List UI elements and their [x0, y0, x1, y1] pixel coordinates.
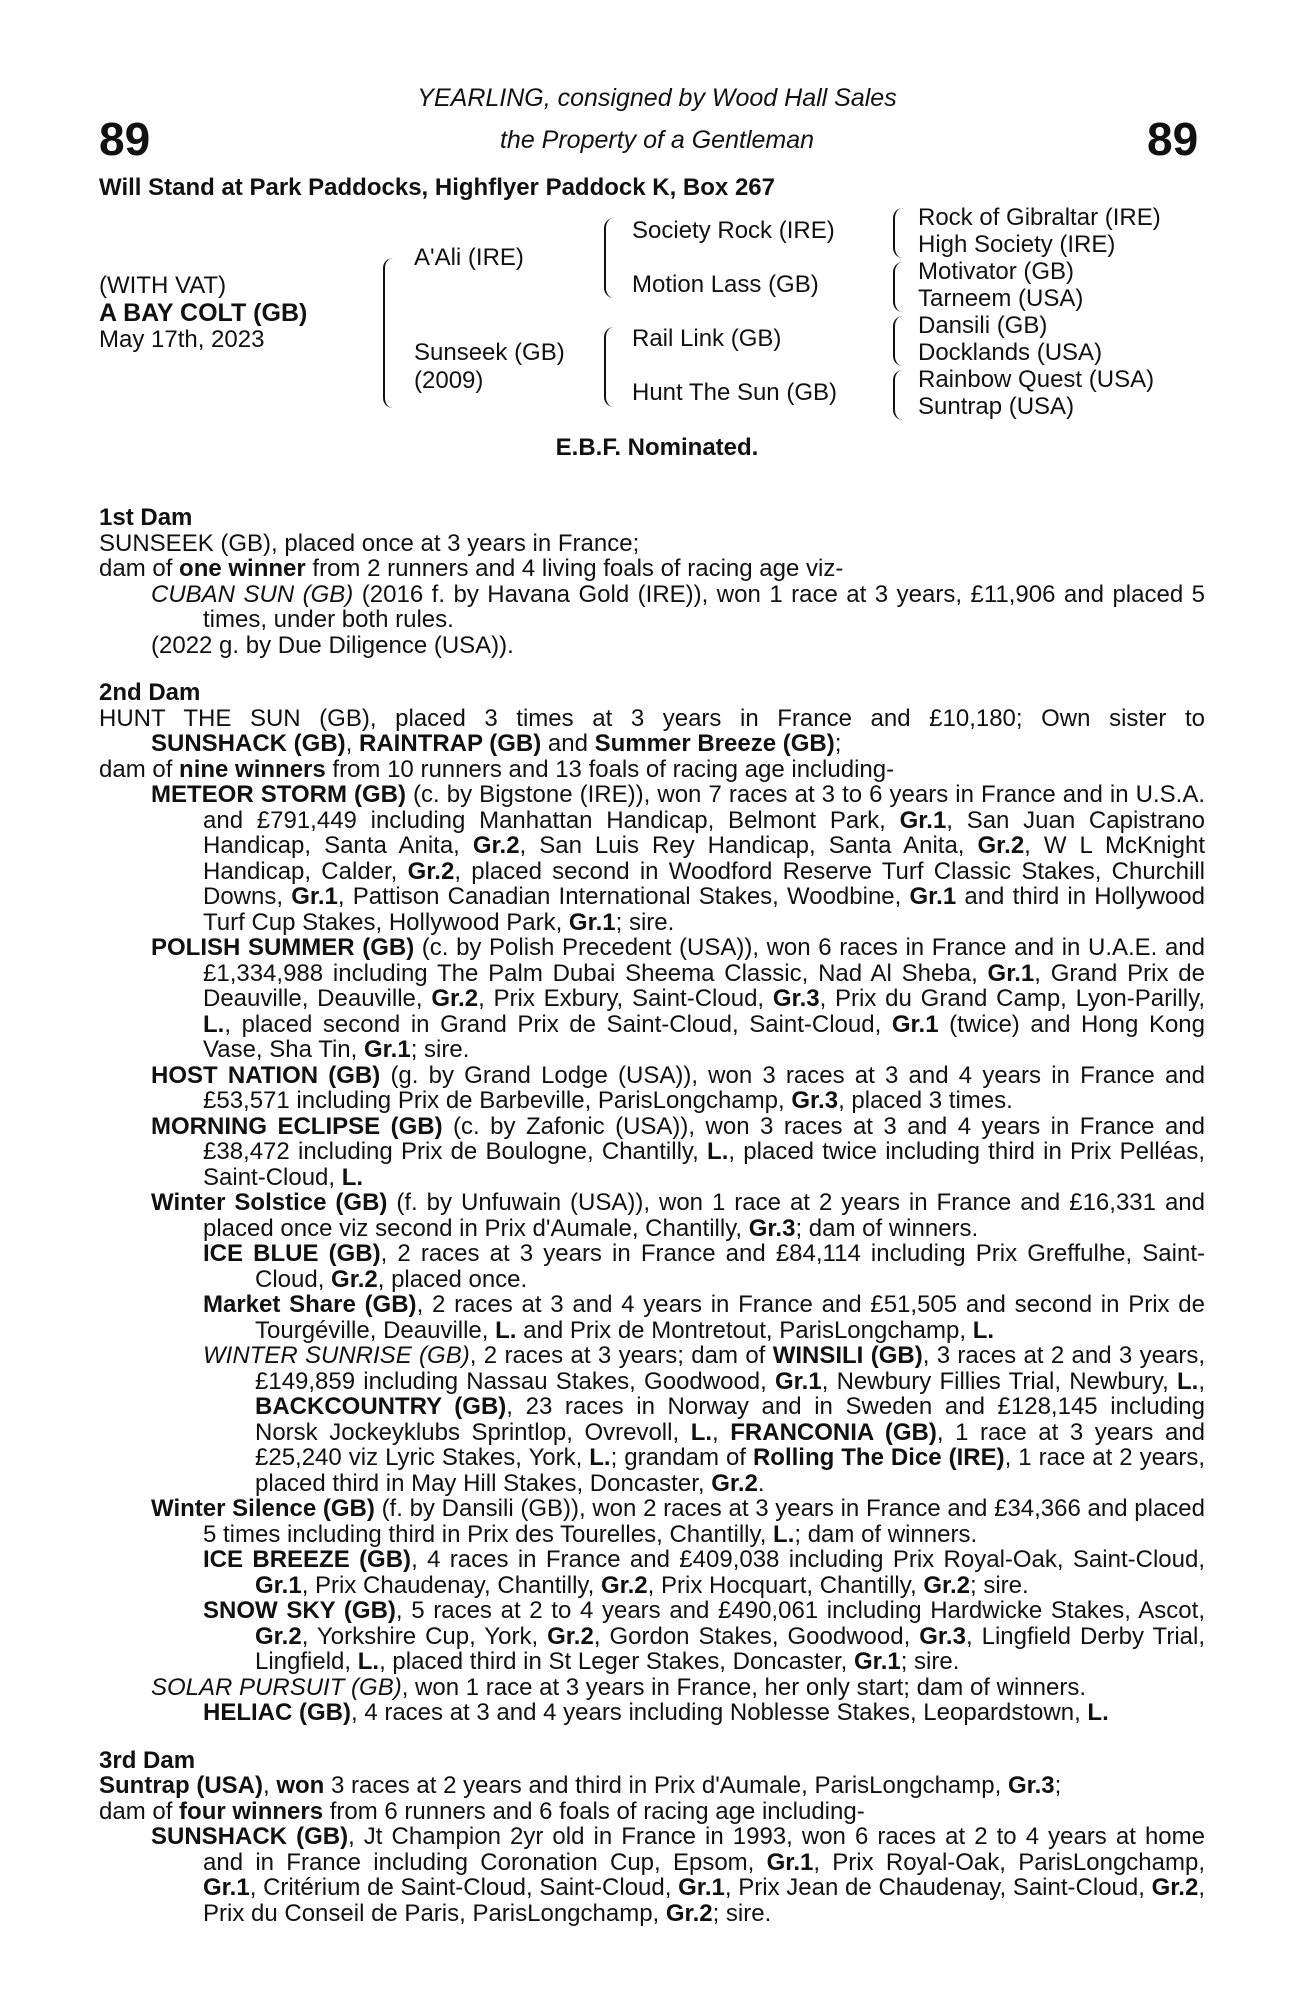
horse-name: A BAY COLT (GB) [99, 299, 308, 327]
pedigree-ddd: Suntrap (USA) [918, 393, 1075, 420]
produce-entry: Market Share (GB), 2 races at 3 and 4 years in France and £51,505 and second in Prix de Tourgéville, Deauville, L. and Prix de Montretout, ParisLongchamp, L. [203, 1291, 1205, 1344]
produce-entry: ICE BLUE (GB), 2 races at 3 years in France and £84,114 including Prix Greffulhe, Saint-Cloud, Gr.2, placed once. [203, 1240, 1205, 1293]
foaling-date: May 17th, 2023 [99, 326, 265, 353]
pedigree-dss: Dansili (GB) [918, 312, 1048, 339]
brace-main [383, 258, 395, 408]
pedigree-dam: Sunseek (GB) [414, 339, 565, 366]
pedigree-dd: Hunt The Sun (GB) [632, 379, 837, 406]
consignor-line: YEARLING, consigned by Wood Hall Sales [417, 84, 897, 112]
produce-entry: (2022 g. by Due Diligence (USA)). [151, 631, 514, 659]
brace-sire [604, 218, 616, 298]
second-dam-heading: 2nd Dam [99, 679, 201, 706]
first-dam-text: SUNSEEK (GB), placed once at 3 years in France; dam of one winner from 2 runners and 4 living foals of racing age viz- [99, 529, 844, 582]
produce-entry: HELIAC (GB), 4 races at 3 and 4 years including Noblesse Stakes, Leopardstown, L. [203, 1699, 1109, 1726]
produce-entry: MORNING ECLIPSE (GB) (c. by Zafonic (USA)), won 3 races at 3 and 4 years in France and £38,472 including Prix de Boulogne, Chantilly, L., placed twice including third in Prix Pelléas, Saint-Cloud, L. [151, 1112, 1206, 1191]
produce-entry: METEOR STORM (GB) (c. by Bigstone (IRE)), won 7 races at 3 to 6 years in France and in U.S.A. and £791,449 including Manhattan Handicap, Belmont Park, Gr.1, San Juan Capistrano Handicap, Santa Anita, Gr.2, San Luis Rey Handicap, Santa Anita, Gr.2, W L McKnight Handicap, Calder, Gr.2, placed second in Woodford Reserve Turf Classic Stakes, Churchill Downs, Gr.1, Pattison Canadian International Stakes, Woodbine, Gr.1 and third in Hollywood Turf Cup Stakes, Hollywood Park, Gr.1; sire. [151, 781, 1206, 936]
produce-entry: SOLAR PURSUIT (GB), won 1 race at 3 years in France, her only start; dam of winners. [151, 1673, 1087, 1701]
pedigree-dsd: Docklands (USA) [918, 339, 1103, 366]
pedigree-dds: Rainbow Quest (USA) [918, 366, 1155, 393]
second-dam-text: HUNT THE SUN (GB), placed 3 times at 3 years in France and £10,180; Own sister to SUNSHACK (GB), RAINTRAP (GB) and Summer Breeze (GB); dam of nine winners from 10 runners and 13 foals of racing age including- [99, 704, 1205, 783]
brace-g1 [893, 208, 905, 258]
property-line: the Property of a Gentleman [499, 126, 815, 154]
third-dam-heading: 3rd Dam [99, 1746, 196, 1774]
third-dam-text: Suntrap (USA), won 3 races at 2 years and third in Prix d'Aumale, ParisLongchamp, Gr.3; dam of four winners from 6 runners and 6 foals of racing age including- [99, 1772, 1062, 1825]
brace-dam [604, 327, 616, 407]
pedigree-sire: A'Ali (IRE) [414, 244, 524, 271]
produce-entry: CUBAN SUN (GB) (2016 f. by Havana Gold (IRE)), won 1 race at 3 years, £11,906 and placed 5 times, under both rules. [151, 580, 1205, 633]
produce-entry: Winter Silence (GB) (f. by Dansili (GB)), won 2 races at 3 years in France and £34,366 and placed 5 times including third in Prix des Tourelles, Chantilly, L.; dam of winners. [151, 1495, 1205, 1548]
lot-number-left: 89 [99, 113, 151, 165]
produce-entry: SUNSHACK (GB), Jt Champion 2yr old in France in 1993, won 6 races at 2 to 4 years at home and in France including Coronation Cup, Epsom, Gr.1, Prix Royal-Oak, ParisLongchamp, Gr.1, Critérium de Saint-Cloud, Saint-Cloud, Gr.1, Prix Jean de Chaudenay, Saint-Cloud, Gr.2, Prix du Conseil de Paris, ParisLongchamp, Gr.2; sire. [151, 1823, 1206, 1927]
pedigree-sdd: Tarneem (USA) [918, 285, 1084, 312]
produce-entry: SNOW SKY (GB), 5 races at 2 to 4 years and £490,061 including Hardwicke Stakes, Ascot, Gr.2, Yorkshire Cup, York, Gr.2, Gordon Stakes, Goodwood, Gr.3, Lingfield Derby Trial, Lingfield, L., placed third in St Leger Stakes, Doncaster, Gr.1; sire. [203, 1597, 1205, 1675]
brace-g3 [893, 316, 905, 366]
pedigree-sds: Motivator (GB) [918, 258, 1075, 285]
vat-note: (WITH VAT) [99, 272, 227, 299]
pedigree-sd: Motion Lass (GB) [632, 271, 819, 298]
stand-location: Will Stand at Park Paddocks, Highflyer Paddock K, Box 267 [99, 174, 775, 201]
pedigree-dam-year: (2009) [414, 367, 484, 394]
pedigree-ss: Society Rock (IRE) [632, 217, 835, 244]
produce-entry: ICE BREEZE (GB), 4 races in France and £409,038 including Prix Royal-Oak, Saint-Cloud, Gr.1, Prix Chaudenay, Chantilly, Gr.2, Prix Hocquart, Chantilly, Gr.2; sire. [203, 1546, 1205, 1599]
brace-g4 [893, 370, 905, 420]
pedigree-sss: Rock of Gibraltar (IRE) [918, 204, 1161, 231]
produce-entry: Winter Solstice (GB) (f. by Unfuwain (USA)), won 1 race at 2 years in France and £16,331 and placed once viz second in Prix d'Aumale, Chantilly, Gr.3; dam of winners. [151, 1189, 1206, 1242]
produce-entry: WINTER SUNRISE (GB), 2 races at 3 years; dam of WINSILI (GB), 3 races at 2 and 3 years, £149,859 including Nassau Stakes, Goodwood, Gr.1, Newbury Fillies Trial, Newbury, L., BACKCOUNTRY (GB), 23 races in Norway and in Sweden and £128,145 including Norsk Jockeyklubs Sprintlop, Ovrevoll, L., FRANCONIA (GB), 1 race at 3 years and £25,240 viz Lyric Stakes, York, L.; grandam of Rolling The Dice (IRE), 1 race at 2 years, placed third in May Hill Stakes, Doncaster, Gr.2. [203, 1342, 1206, 1497]
pedigree-ssd: High Society (IRE) [918, 231, 1116, 258]
catalogue-body [99, 483, 1205, 1926]
produce-entry: HOST NATION (GB) (g. by Grand Lodge (USA)), won 3 races at 3 and 4 years in France and £53,571 including Prix de Barbeville, ParisLongchamp, Gr.3, placed 3 times. [151, 1061, 1205, 1114]
lot-number-right: 89 [1147, 113, 1199, 165]
produce-entry: POLISH SUMMER (GB) (c. by Polish Precedent (USA)), won 6 races in France and in U.A.E. and £1,334,988 including The Palm Dubai Sheema Classic, Nad Al Sheba, Gr.1, Grand Prix de Deauville, Deauville, Gr.2, Prix Exbury, Saint-Cloud, Gr.3, Prix du Grand Camp, Lyon-Parilly, L., placed second in Grand Prix de Saint-Cloud, Saint-Cloud, Gr.1 (twice) and Hong Kong Vase, Sha Tin, Gr.1; sire. [151, 934, 1206, 1063]
pedigree-ds: Rail Link (GB) [632, 325, 782, 352]
first-dam-heading: 1st Dam [99, 504, 193, 531]
ebf-note: E.B.F. Nominated. [555, 434, 759, 461]
brace-g2 [893, 262, 905, 312]
